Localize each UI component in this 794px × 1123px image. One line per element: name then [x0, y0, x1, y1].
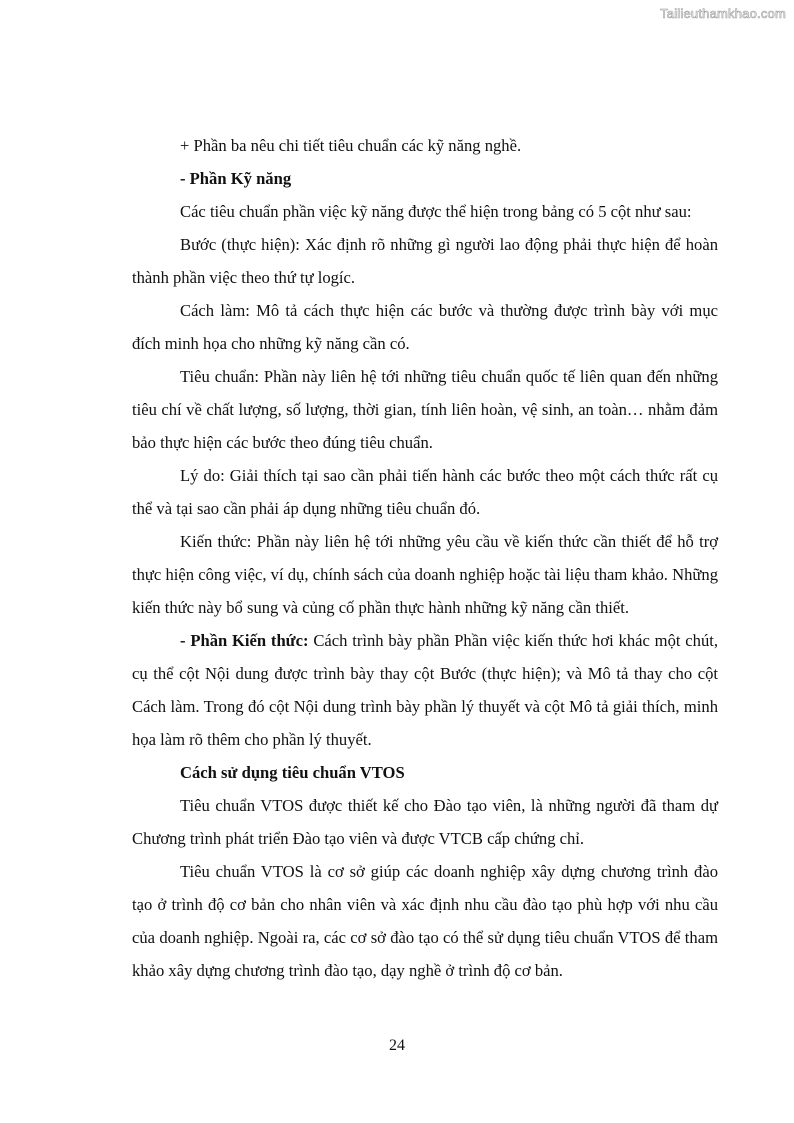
paragraph-skills-table-intro: Các tiêu chuẩn phần việc kỹ năng được thể hiện trong bảng có 5 cột như sau: — [180, 202, 692, 221]
paragraph-method-column: Cách làm: Mô tả cách thực hiện các bước và thường được trình bày với mục đích minh họa cho những kỹ năng cần có. — [132, 301, 718, 353]
paragraph-reason-column: Lý do: Giải thích tại sao cần phải tiến hành các bước theo một cách thức rất cụ thể và tại sao cần phải áp dụng những tiêu chuẩn đó. — [132, 466, 718, 518]
heading-skills: - Phần Kỹ năng — [180, 169, 292, 188]
page-body — [132, 129, 718, 987]
paragraph-step-column: Bước (thực hiện): Xác định rõ những gì người lao động phải thực hiện để hoàn thành phần việc theo thứ tự logíc. — [132, 235, 718, 287]
heading-usage: Cách sử dụng tiêu chuẩn VTOS — [180, 763, 405, 782]
paragraph-knowledge-column: Kiến thức: Phần này liên hệ tới những yêu cầu về kiến thức cần thiết để hỗ trợ thực hiện công việc, ví dụ, chính sách của doanh nghiệp hoặc tài liệu tham khảo. Những kiến thức này bổ sung và củng cố phần thực hành những kỹ năng cần thiết. — [132, 532, 718, 617]
paragraph-knowledge-section — [132, 624, 718, 756]
watermark-text: Tailieuthamkhao.com — [660, 6, 786, 21]
knowledge-section-label: - Phần Kiến thức: — [180, 631, 309, 650]
paragraph-usage-enterprises: Tiêu chuẩn VTOS là cơ sở giúp các doanh nghiệp xây dựng chương trình đào tạo ở trình độ cơ bản cho nhân viên và xác định nhu cầu đào tạo phù hợp với nhu cầu của doanh nghiệp. Ngoài ra, các cơ sở đào tạo có thể sử dụng tiêu chuẩn VTOS để tham khảo xây dựng chương trình đào tạo, dạy nghề ở trình độ cơ bản. — [132, 862, 718, 980]
paragraph-intro-part-three: + Phần ba nêu chi tiết tiêu chuẩn các kỹ năng nghề. — [180, 136, 522, 155]
knowledge-section-text: Cách trình bày phần Phần việc kiến thức hơi khác một chút, cụ thể cột Nội dung được trình bày thay cột Bước (thực hiện); và Mô tả thay cho cột Cách làm. Trong đó cột Nội dung trình bày phần lý thuyết và cột Mô tả giải thích, minh họa làm rõ thêm cho phần lý thuyết. — [132, 631, 719, 749]
paragraph-usage-trainers: Tiêu chuẩn VTOS được thiết kế cho Đào tạo viên, là những người đã tham dự Chương trình phát triển Đào tạo viên và được VTCB cấp chứng chỉ. — [132, 796, 718, 848]
page-number: 24 — [389, 1037, 405, 1054]
paragraph-standard-column: Tiêu chuẩn: Phần này liên hệ tới những tiêu chuẩn quốc tế liên quan đến những tiêu chí về chất lượng, số lượng, thời gian, tính liên hoàn, vệ sinh, an toàn… nhằm đảm bảo thực hiện các bước theo đúng tiêu chuẩn. — [132, 367, 718, 452]
